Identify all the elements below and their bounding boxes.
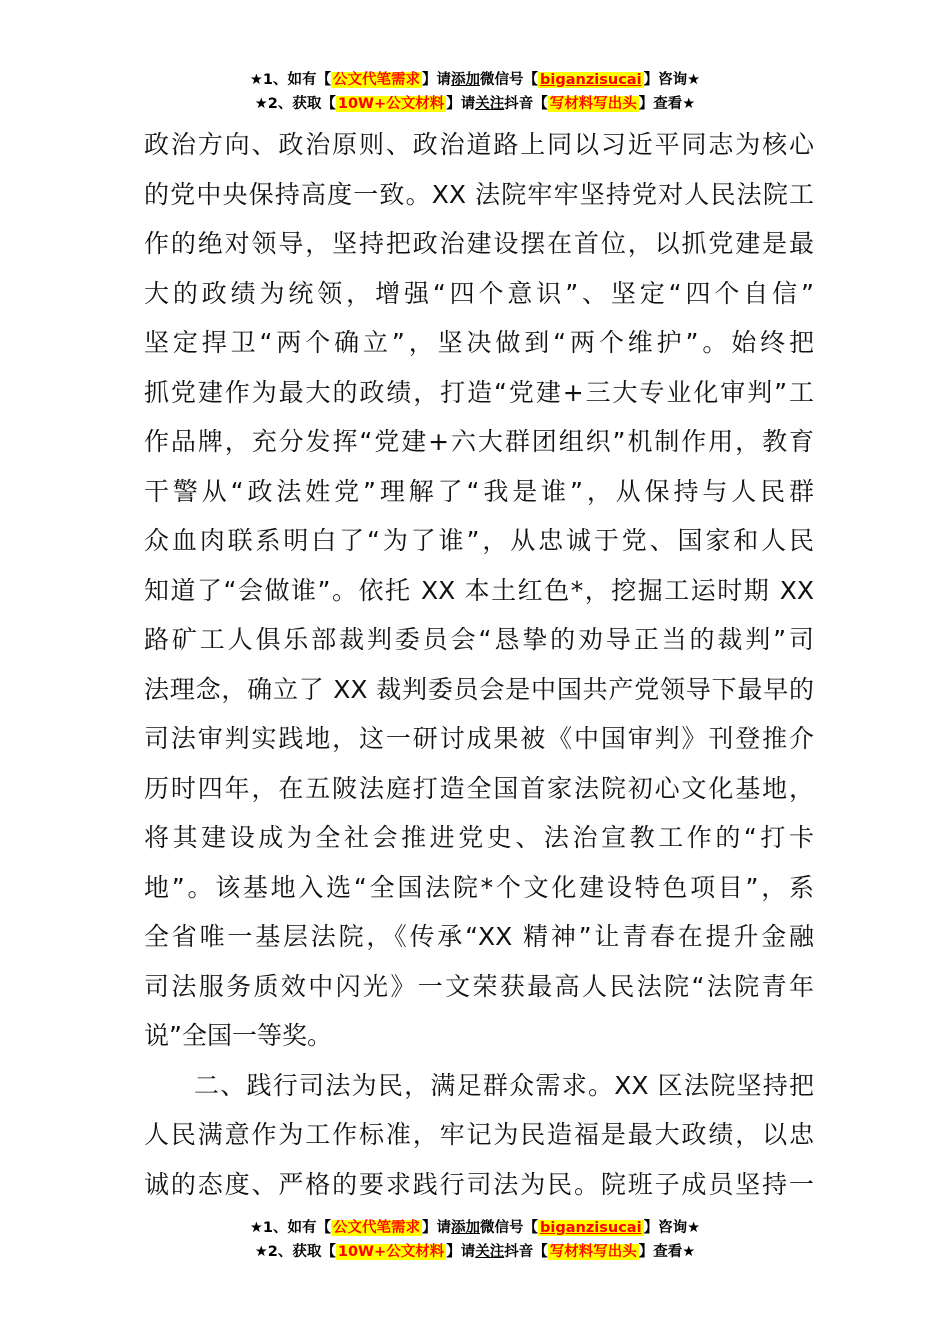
star-icon: ★ <box>682 1244 696 1260</box>
star-icon: ★ <box>249 72 263 88</box>
star-icon: ★ <box>682 96 696 112</box>
highlight-ghostwriting: 公文代笔需求 <box>333 72 421 88</box>
banner-text: 1、如有【 <box>262 1220 332 1236</box>
text-line: 的党中央保持高度一致。XX 法院牢牢坚持党对人民法院工 <box>144 179 814 209</box>
wechat-id-link[interactable]: biganzisucai <box>540 72 642 88</box>
banner-text: 】请 <box>422 1220 452 1236</box>
banner-text: 微信号【 <box>480 72 539 88</box>
text-line: 司法服务质效中闪光》一文荣获最高人民法院“法院青年 <box>144 971 814 1001</box>
text-line: 抓党建作为最大的政绩，打造“党建+三大专业化审判”工 <box>144 377 814 407</box>
banner-text: 抖音【 <box>504 1244 548 1260</box>
underlined-follow: 关注 <box>475 96 505 112</box>
text-line: 历时四年，在五陂法庭打造全国首家法院初心文化基地， <box>144 773 814 803</box>
text-line: 说”全国一等奖。 <box>144 1021 332 1050</box>
text-line: 作的绝对领导，坚持把政治建设摆在首位，以抓党建是最 <box>144 229 814 258</box>
banner-text: 2、获取【 <box>267 1244 336 1260</box>
text-line: 法理念，确立了 XX 裁判委员会是中国共产党领导下最早的 <box>144 674 814 704</box>
banner-text: 】请 <box>422 72 452 88</box>
text-line: 地”。该基地入选“全国法院*个文化建设特色项目”，系 <box>144 872 814 902</box>
paragraph-2 <box>144 1061 814 1210</box>
document-body <box>144 120 814 1209</box>
text-line: 众血肉联系明白了“为了谁”，从忠诚于党、国家和人民 <box>144 526 814 555</box>
text-line: 知道了“会做谁”。依托 XX 本土红色*，挖掘工运时期 XX <box>144 575 814 605</box>
banner-text: 】请 <box>446 1244 476 1260</box>
text-line: 大的政绩为统领，增强“四个意识”、坚定“四个自信” <box>144 278 814 308</box>
star-icon: ★ <box>687 1220 701 1236</box>
text-line: 坚定捍卫“两个确立”，坚决做到“两个维护”。始终把 <box>144 328 814 357</box>
star-icon: ★ <box>254 1244 268 1260</box>
header-banner <box>0 68 950 116</box>
star-icon: ★ <box>687 72 701 88</box>
text-line: 路矿工人俱乐部裁判委员会“恳挚的劝导正当的裁判”司 <box>144 625 814 654</box>
text-line: 人民满意作为工作标准，牢记为民造福是最大政绩，以忠 <box>144 1120 814 1149</box>
text-line: 全省唯一基层法院，《传承“XX 精神”让青春在提升金融 <box>144 922 814 951</box>
footer-banner-line-2 <box>0 1240 950 1264</box>
text-line: 作品牌，充分发挥“党建+六大群团组织”机制作用，教育 <box>144 427 814 456</box>
footer-banner <box>0 1216 950 1264</box>
star-icon: ★ <box>249 1220 263 1236</box>
banner-text: 】咨询 <box>643 1220 688 1236</box>
text-line: 干警从“政法姓党”理解了“我是谁”，从保持与人民群 <box>144 476 814 506</box>
banner-text: 】请 <box>446 96 476 112</box>
banner-text: 1、如有【 <box>262 72 332 88</box>
banner-text: 微信号【 <box>480 1220 539 1236</box>
highlight-ghostwriting: 公文代笔需求 <box>333 1220 421 1236</box>
douyin-account-highlight[interactable]: 写材料写出头 <box>549 1244 637 1260</box>
highlight-materials: 10W+公文材料 <box>337 1244 445 1260</box>
douyin-account-highlight[interactable]: 写材料写出头 <box>549 96 637 112</box>
underlined-follow: 关注 <box>475 1244 505 1260</box>
star-icon: ★ <box>254 96 268 112</box>
banner-text: 抖音【 <box>504 96 548 112</box>
paragraph-1 <box>144 120 814 1061</box>
underlined-add: 添加 <box>451 72 481 88</box>
banner-text: 】查看 <box>638 96 683 112</box>
text-line: 诚的态度、严格的要求践行司法为民。院班子成员坚持一 <box>144 1169 814 1199</box>
text-line: 司法审判实践地，这一研讨成果被《中国审判》刊登推介 <box>144 724 814 753</box>
header-banner-line-1 <box>0 68 950 92</box>
text-line: 政治方向、政治原则、政治道路上同以习近平同志为核心 <box>144 130 814 159</box>
banner-text: 】查看 <box>638 1244 683 1260</box>
text-line: 将其建设成为全社会推进党史、法治宣教工作的“打卡 <box>144 823 814 852</box>
text-line: 二、践行司法为民，满足群众需求。XX 区法院坚持把 <box>194 1070 814 1100</box>
wechat-id-link[interactable]: biganzisucai <box>540 1220 642 1236</box>
banner-text: 2、获取【 <box>267 96 336 112</box>
highlight-materials: 10W+公文材料 <box>337 96 445 112</box>
banner-text: 】咨询 <box>643 72 688 88</box>
underlined-add: 添加 <box>451 1220 481 1236</box>
footer-banner-line-1 <box>0 1216 950 1240</box>
header-banner-line-2 <box>0 92 950 116</box>
